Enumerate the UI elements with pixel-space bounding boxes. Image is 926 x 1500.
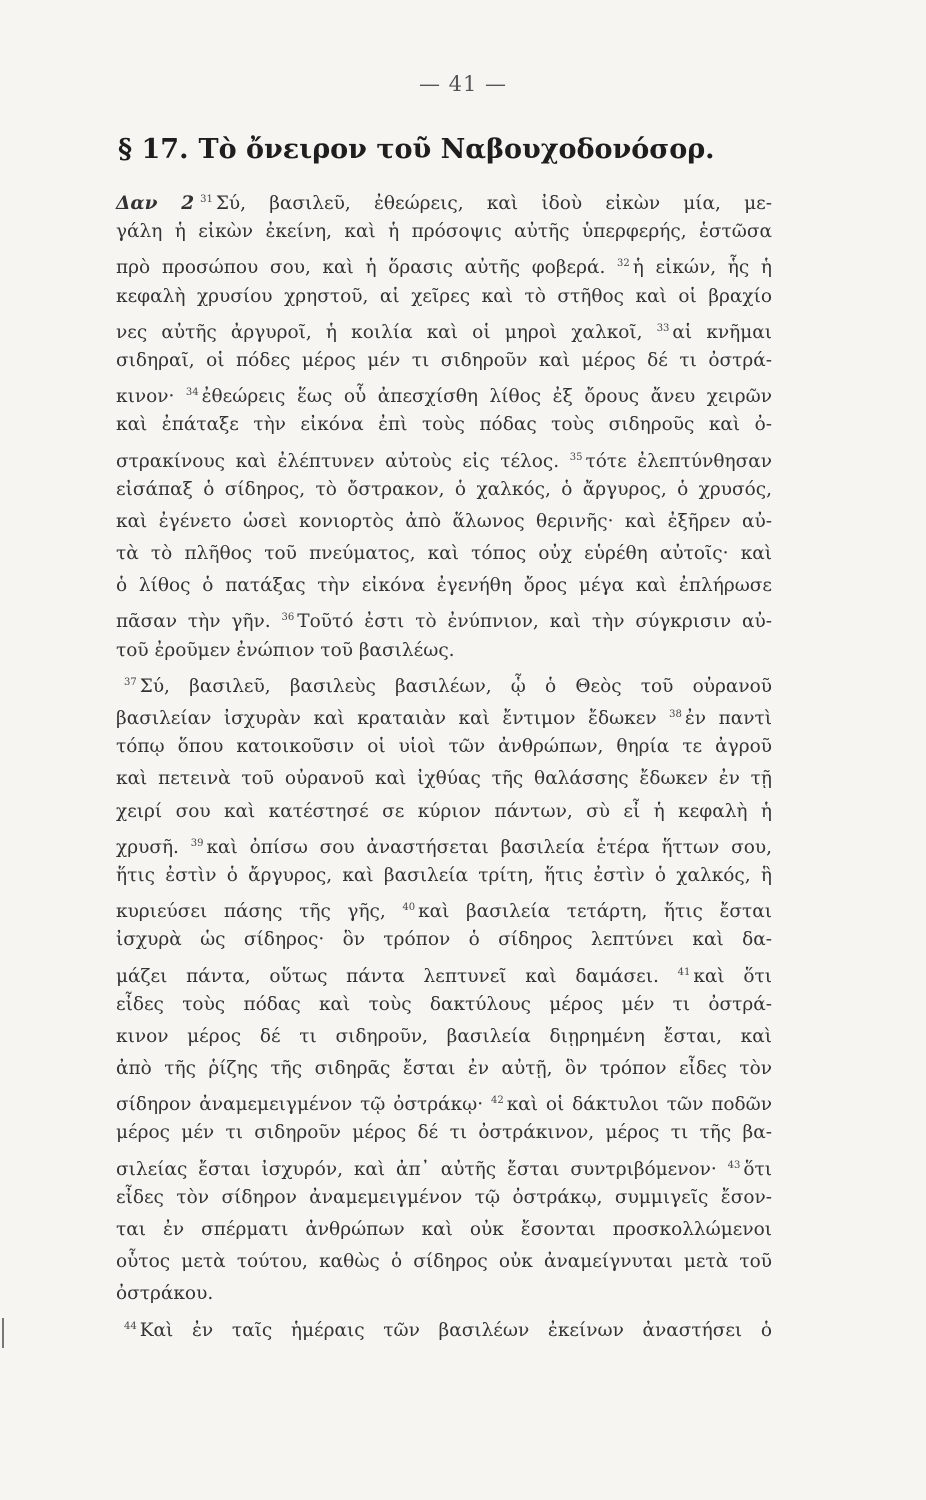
verse-number: 34 <box>185 387 199 399</box>
text-line: καὶ ἐπάταξε τὴν εἰκόνα ἐπὶ τοὺς πόδας τοὺς σιδηροῦς καὶ ὀ- <box>116 414 772 436</box>
text-line <box>116 1085 772 1117</box>
line-text: σιλείας ἔσται ἰσχυρόν, καὶ ἀπ᾽ αὐτῆς ἔσται συντριβόμενον· <box>116 1158 717 1180</box>
section-title: Τὸ ὄνειρον τοῦ Ναβουχοδονόσορ. <box>198 134 715 165</box>
text-line <box>116 248 772 280</box>
text-line <box>116 313 772 345</box>
text-line: ἀπὸ τῆς ῥίζης τῆς σιδηρᾶς ἔσται ἐν αὐτῇ, ὃν τρόπον εἶδες τὸν <box>116 1058 772 1080</box>
verse-number: 40 <box>402 902 416 914</box>
verse-number: 39 <box>190 837 204 849</box>
text-line: τόπῳ ὅπου κατοικοῦσιν οἱ υἱοὶ τῶν ἀνθρώπων, θηρία τε ἀγροῦ <box>116 736 772 758</box>
line-text: ἡ εἰκών, ἧς ἡ <box>632 257 772 279</box>
verse-number: 42 <box>491 1095 504 1107</box>
line-text: Σύ, βασιλεῦ, ἐθεώρεις, καὶ ἰδοὺ εἰκὼν μία, με- <box>215 193 772 214</box>
page-edge-mark <box>2 1318 4 1348</box>
text-line <box>116 957 772 989</box>
page-number: — 41 — <box>418 72 508 96</box>
text-line <box>116 1150 772 1182</box>
text-line <box>116 699 772 731</box>
line-text: καὶ οἱ δάκτυλοι τῶν ποδῶν <box>506 1094 772 1116</box>
line-text: σίδηρον ἀναμεμειγμένον τῷ ὀστράκῳ· <box>116 1094 484 1116</box>
line-text: αἱ κνῆμαι <box>672 321 772 343</box>
verse-number: 32 <box>617 258 630 270</box>
text-line: τοῦ ἐροῦμεν ἐνώπιον τοῦ βασιλέως. <box>116 639 455 661</box>
text-line: εἶδες τὸν σίδηρον ἀναμεμειγμένον τῷ ὀστράκῳ, συμμιγεῖς ἔσον- <box>116 1186 772 1208</box>
text-line: εἰσάπαξ ὁ σίδηρος, τὸ ὄστρακον, ὁ χαλκός, ὁ ἄργυρος, ὁ χρυσός, <box>116 478 772 500</box>
line-text: πᾶσαν τὴν γῆν. <box>116 611 271 633</box>
text-line: ἰσχυρὰ ὡς σίδηρος· ὃν τρόπον ὁ σίδηρος λεπτύνει καὶ δα- <box>116 929 772 951</box>
line-text: καὶ ὅτι <box>693 965 772 987</box>
text-line: ὀστράκου. <box>116 1283 214 1305</box>
line-text: τότε ἐλεπτύνθησαν <box>585 450 772 472</box>
line-text: χρυσῆ. <box>116 836 179 858</box>
line-text: Σύ, βασιλεῦ, βασιλεὺς βασιλέων, ᾧ ὁ Θεὸς τοῦ οὐρανοῦ <box>139 675 772 697</box>
text-line <box>116 667 772 699</box>
line-text: κυριεύσει πάσης τῆς γῆς, <box>116 901 386 923</box>
verse-number: 38 <box>669 709 682 720</box>
verse-number: 41 <box>677 966 691 978</box>
text-line: καὶ ἐγένετο ὡσεὶ κονιορτὸς ἀπὸ ἅλωνος θερινῆς· καὶ ἐξῆρεν αὐ- <box>116 510 772 532</box>
book-reference: Δαν 2 <box>116 193 195 214</box>
text-line: γάλη ἡ εἰκὼν ἐκείνη, καὶ ἡ πρόσοψις αὐτῆς ὑπερφερής, ἑστῶσα <box>116 221 772 243</box>
line-text: κινον· <box>116 386 175 408</box>
verse-number: 36 <box>281 612 295 624</box>
text-line <box>116 184 772 216</box>
text-line: σιδηραῖ, οἱ πόδες μέρος μέν τι σιδηροῦν καὶ μέρος δέ τι ὀστρά- <box>116 349 772 371</box>
line-text: καὶ βασιλεία τετάρτη, ἥτις ἔσται <box>418 901 772 923</box>
text-line <box>116 442 772 474</box>
text-line <box>116 892 772 924</box>
line-text: ἐθεώρεις ἕως οὗ ἀπεσχίσθη λίθος ἐξ ὄρους ἄνευ χειρῶν <box>201 386 772 408</box>
line-text: Τοῦτό ἐστι τὸ ἐνύπνιον, καὶ τὴν σύγκρισιν αὐ- <box>297 611 772 633</box>
text-line: μέρος μέν τι σιδηροῦν μέρος δέ τι ὀστράκινον, μέρος τι τῆς βα- <box>116 1122 772 1144</box>
text-line <box>116 377 772 409</box>
text-line <box>116 828 772 860</box>
text-line: τὰ τὸ πλῆθος τοῦ πνεύματος, καὶ τόπος οὐχ εὑρέθη αὐτοῖς· καὶ <box>116 543 772 565</box>
line-text: νες αὐτῆς ἀργυροῖ, ἡ κοιλία καὶ οἱ μηροὶ χαλκοῖ, <box>116 321 643 343</box>
text-line <box>116 602 772 634</box>
verse-number: 37 <box>124 676 137 688</box>
section-heading <box>118 134 715 165</box>
text-line: οὗτος μετὰ τούτου, καθὼς ὁ σίδηρος οὐκ ἀναμείγνυται μετὰ τοῦ <box>116 1251 772 1273</box>
line-text: Καὶ ἐν ταῖς ἡμέραις τῶν βασιλέων ἐκείνων ἀναστήσει ὁ <box>139 1319 772 1341</box>
text-line <box>116 1311 772 1343</box>
text-line: ἥτις ἐστὶν ὁ ἄργυρος, καὶ βασιλεία τρίτη, ἥτις ἐστὶν ὁ χαλκός, ἣ <box>116 864 772 886</box>
text-line: κινον μέρος δέ τι σιδηροῦν, βασιλεία διῃρημένη ἔσται, καὶ <box>116 1025 772 1047</box>
text-line: ὁ λίθος ὁ πατάξας τὴν εἰκόνα ἐγενήθη ὄρος μέγα καὶ ἐπλήρωσε <box>116 575 772 597</box>
line-text: ὅτι <box>743 1158 772 1180</box>
line-text: μάζει πάντα, οὕτως πάντα λεπτυνεῖ καὶ δαμάσει. <box>116 965 659 987</box>
line-text: πρὸ προσώπου σου, καὶ ἡ ὅρασις αὐτῆς φοβερά. <box>116 257 606 279</box>
text-line: καὶ πετεινὰ τοῦ οὐρανοῦ καὶ ἰχθύας τῆς θαλάσσης ἔδωκεν ἐν τῇ <box>116 768 772 790</box>
text-line: εἶδες τοὺς πόδας καὶ τοὺς δακτύλους μέρος μέν τι ὀστρά- <box>116 993 772 1015</box>
verse-number: 31 <box>200 194 213 205</box>
text-line: κεφαλὴ χρυσίου χρηστοῦ, αἱ χεῖρες καὶ τὸ στῆθος καὶ οἱ βραχίο <box>116 285 772 307</box>
verse-number: 43 <box>727 1159 741 1171</box>
text-line: ται ἐν σπέρματι ἀνθρώπων καὶ οὐκ ἔσονται προσκολλώμενοι <box>116 1219 772 1240</box>
line-text: στρακίνους καὶ ἐλέπτυνεν αὐτοὺς εἰς τέλος. <box>116 450 560 472</box>
section-mark: § 17. <box>118 134 189 165</box>
verse-number: 35 <box>569 451 583 463</box>
scripture-text <box>116 184 772 1343</box>
line-text: ἐν παντὶ <box>684 708 772 729</box>
verse-number: 33 <box>656 322 670 334</box>
line-text: καὶ ὀπίσω σου ἀναστήσεται βασιλεία ἑτέρα ἥττων σου, <box>206 836 772 858</box>
verse-number: 44 <box>124 1320 137 1332</box>
text-line: χειρί σου καὶ κατέστησέ σε κύριον πάντων, σὺ εἶ ἡ κεφαλὴ ἡ <box>116 800 772 822</box>
line-text: βασιλείαν ἰσχυρὰν καὶ κραταιὰν καὶ ἔντιμον ἔδωκεν <box>116 708 657 729</box>
